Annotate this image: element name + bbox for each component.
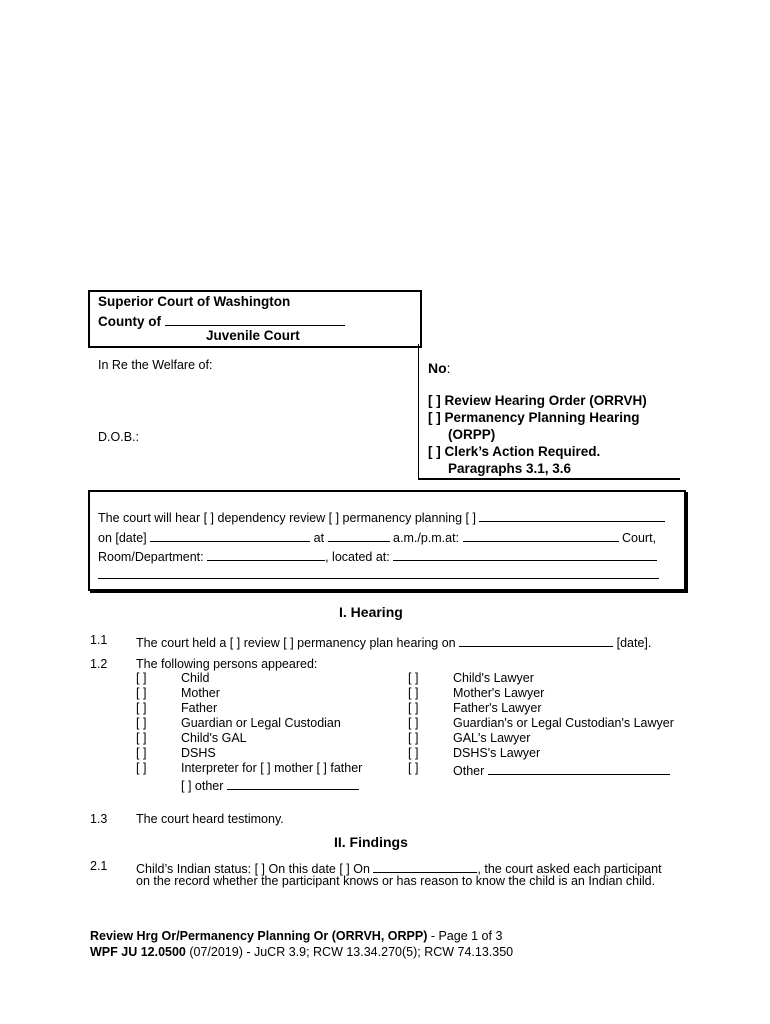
para-1-2-number: 1.2 bbox=[90, 657, 108, 671]
indian-status-date-blank[interactable] bbox=[373, 859, 477, 873]
checkbox-mother[interactable]: [ ] bbox=[136, 686, 147, 700]
option-paragraphs: Paragraphs 3.1, 3.6 bbox=[448, 461, 572, 476]
juvenile-court: Juvenile Court bbox=[206, 328, 300, 343]
in-re-label: In Re the Welfare of: bbox=[98, 358, 213, 372]
county-blank[interactable] bbox=[165, 312, 345, 326]
interpreter-other-blank[interactable] bbox=[227, 776, 359, 790]
caption-bottom-rule bbox=[418, 478, 680, 480]
notice-location-blank-2[interactable] bbox=[98, 578, 659, 579]
notice-time-blank[interactable] bbox=[328, 528, 390, 542]
section-heading-hearing: I. Hearing bbox=[339, 604, 403, 620]
notice-line-2: on [date] at a.m./p.m.at: Court, bbox=[98, 528, 656, 545]
checkbox-gals-lawyer[interactable]: [ ] bbox=[408, 731, 419, 745]
label-child: Child bbox=[181, 671, 210, 685]
para-1-3-text: The court heard testimony. bbox=[136, 812, 284, 826]
notice-date-blank[interactable] bbox=[150, 528, 310, 542]
label-other: Other bbox=[453, 761, 670, 778]
checkbox-guardian[interactable]: [ ] bbox=[136, 716, 147, 730]
checkbox-guardians-lawyer[interactable]: [ ] bbox=[408, 716, 419, 730]
notice-location-blank[interactable] bbox=[393, 547, 657, 561]
option-permanency-code: (ORPP) bbox=[448, 427, 496, 442]
label-dshs: DSHS bbox=[181, 746, 216, 760]
interpreter-other: [ ] other bbox=[181, 776, 359, 793]
label-guardians-lawyer: Guardian's or Legal Custodian's Lawyer bbox=[453, 716, 674, 730]
notice-court-blank[interactable] bbox=[463, 528, 619, 542]
label-gals-lawyer: GAL's Lawyer bbox=[453, 731, 531, 745]
case-number-label: No: bbox=[428, 360, 451, 376]
caption-divider bbox=[418, 344, 419, 480]
checkbox-other[interactable]: [ ] bbox=[408, 761, 419, 775]
para-1-1-text: The court held a [ ] review [ ] permanency plan hearing on [date]. bbox=[136, 633, 651, 650]
notice-line-1: The court will hear [ ] dependency review [ ] permanency planning [ ] bbox=[98, 508, 665, 525]
para-2-1-text-line2: on the record whether the participant knows or has reason to know the child is an Indian child. bbox=[136, 874, 656, 888]
other-blank[interactable] bbox=[488, 761, 670, 775]
label-mothers-lawyer: Mother's Lawyer bbox=[453, 686, 545, 700]
county-line bbox=[98, 312, 345, 329]
label-childs-lawyer: Child's Lawyer bbox=[453, 671, 534, 685]
checkbox-dshs-lawyer[interactable]: [ ] bbox=[408, 746, 419, 760]
checkbox-child[interactable]: [ ] bbox=[136, 671, 147, 685]
notice-other-blank[interactable] bbox=[479, 508, 665, 522]
notice-line-3: Room/Department: , located at: bbox=[98, 547, 657, 564]
label-interpreter: Interpreter for [ ] mother [ ] father bbox=[181, 761, 363, 775]
checkbox-childs-gal[interactable]: [ ] bbox=[136, 731, 147, 745]
label-childs-gal: Child's GAL bbox=[181, 731, 247, 745]
court-name: Superior Court of Washington bbox=[98, 294, 291, 309]
option-clerks-action[interactable]: [ ] Clerk’s Action Required. bbox=[428, 444, 601, 459]
para-1-2-text: The following persons appeared: bbox=[136, 657, 318, 671]
para-1-3-number: 1.3 bbox=[90, 812, 108, 826]
dob-label: D.O.B.: bbox=[98, 430, 139, 444]
checkbox-dshs[interactable]: [ ] bbox=[136, 746, 147, 760]
label-guardian: Guardian or Legal Custodian bbox=[181, 716, 341, 730]
checkbox-interpreter[interactable]: [ ] bbox=[136, 761, 147, 775]
hearing-date-blank[interactable] bbox=[459, 633, 613, 647]
label-father: Father bbox=[181, 701, 218, 715]
para-2-1-number: 2.1 bbox=[90, 859, 108, 873]
para-1-1-number: 1.1 bbox=[90, 633, 108, 647]
para-2-1-text: Child’s Indian status: [ ] On this date [ ] On , the court asked each participant bbox=[136, 859, 662, 876]
label-mother: Mother bbox=[181, 686, 220, 700]
label-fathers-lawyer: Father's Lawyer bbox=[453, 701, 542, 715]
label-dshs-lawyer: DSHS's Lawyer bbox=[453, 746, 541, 760]
footer-form-number: WPF JU 12.0500 (07/2019) - JuCR 3.9; RCW 13.34.270(5); RCW 74.13.350 bbox=[90, 945, 514, 959]
section-heading-findings: II. Findings bbox=[334, 834, 408, 850]
footer-title: Review Hrg Or/Permanency Planning Or (ORRVH, ORPP) - Page 1 of 3 bbox=[90, 929, 503, 943]
checkbox-mothers-lawyer[interactable]: [ ] bbox=[408, 686, 419, 700]
checkbox-fathers-lawyer[interactable]: [ ] bbox=[408, 701, 419, 715]
option-permanency-planning[interactable]: [ ] Permanency Planning Hearing bbox=[428, 410, 640, 425]
option-review-hearing[interactable]: [ ] Review Hearing Order (ORRVH) bbox=[428, 393, 647, 408]
notice-room-blank[interactable] bbox=[207, 547, 325, 561]
checkbox-father[interactable]: [ ] bbox=[136, 701, 147, 715]
checkbox-childs-lawyer[interactable]: [ ] bbox=[408, 671, 419, 685]
county-label: County of bbox=[98, 314, 161, 329]
